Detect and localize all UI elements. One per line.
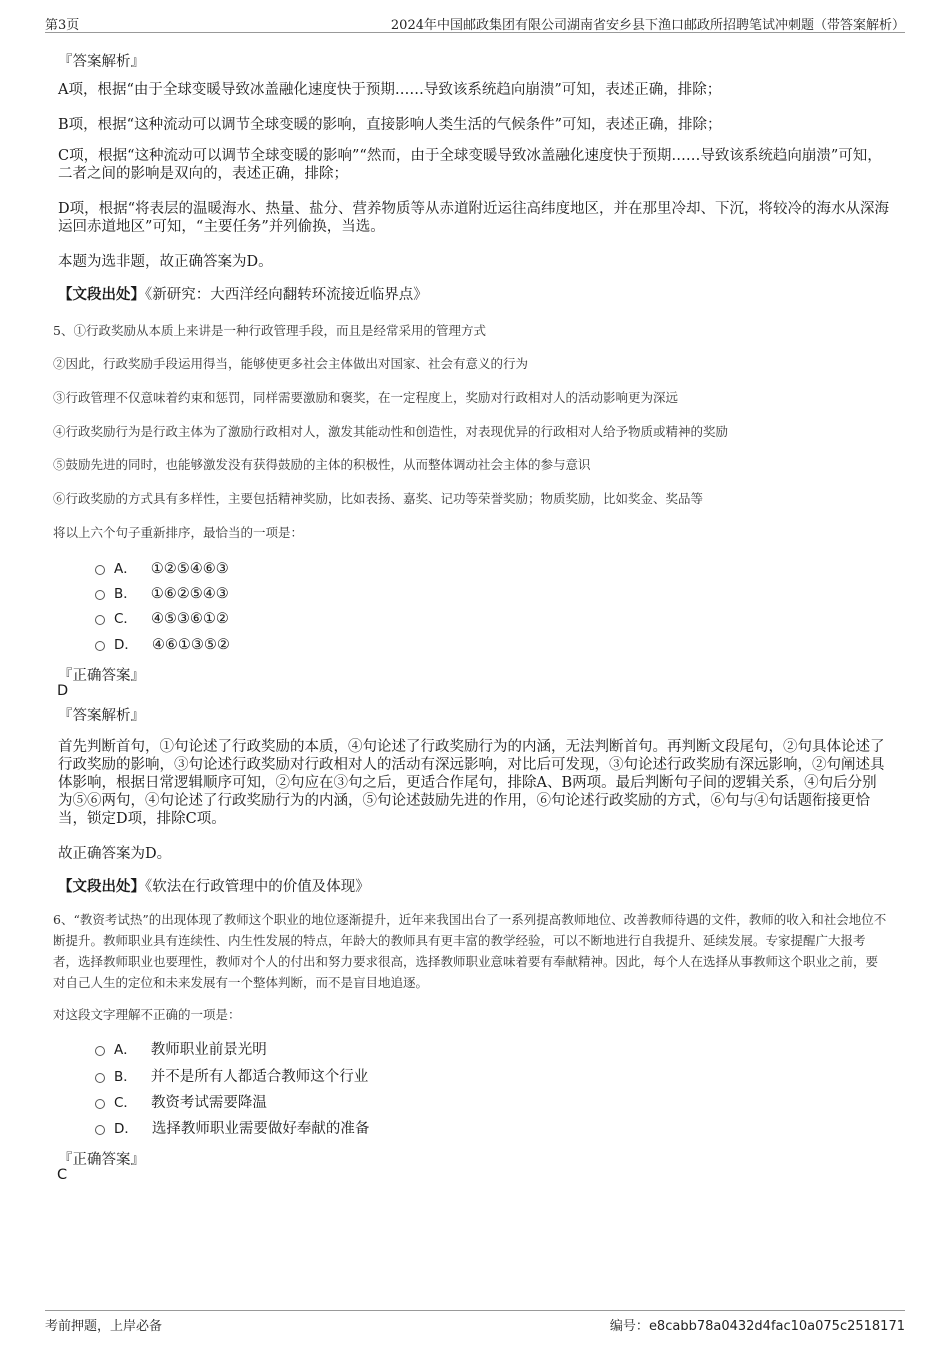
document-title: 2024年中国邮政集团有限公司湖南省安乡县下渔口邮政所招聘笔试冲刺题（带答案解析） <box>390 18 905 33</box>
page-footer <box>45 1310 905 1334</box>
radio-icon[interactable] <box>95 565 105 575</box>
q6-correct-tag: 『正确答案』 <box>58 1152 145 1168</box>
radio-icon[interactable] <box>95 590 105 600</box>
q6-option-b[interactable]: B． 并不是所有人都适合教师这个行业 <box>95 1068 368 1086</box>
q5-conclusion: 故正确答案为D。 <box>58 846 172 862</box>
q6-option-d[interactable]: D． 选择教师职业需要做好奉献的准备 <box>95 1120 369 1138</box>
document-code: e8cabb78a0432d4fac10a075c2518171 <box>648 1319 905 1334</box>
q5-option-c[interactable]: C． ④⑤③⑥①② <box>95 610 229 628</box>
radio-icon[interactable] <box>95 641 105 651</box>
q4-source <box>58 286 890 304</box>
page-header <box>45 12 905 33</box>
q4-source-label: 【文段出处】 <box>58 286 145 303</box>
page-number: 第3页 <box>45 18 80 33</box>
q4-conclusion: 本题为选非题，故正确答案为D。 <box>58 254 273 270</box>
q5-source-text: 《软法在行政管理中的价值及体现》 <box>145 879 370 895</box>
q5-correct-answer: D <box>57 683 69 699</box>
radio-icon[interactable] <box>95 615 105 625</box>
q5-sentence-2: ②因此，行政奖励手段运用得当，能够使更多社会主体做出对国家、社会有意义的行为 <box>53 356 529 371</box>
q5-analysis-tag: 『答案解析』 <box>58 708 145 724</box>
q5-source-label: 【文段出处】 <box>58 878 145 895</box>
q5-sentence-4: ④行政奖励行为是行政主体为了激励行政相对人，激发其能动性和创造性，对表现优异的行政相对人给予物质或精神的奖励 <box>53 424 729 439</box>
q5-option-d[interactable]: D． ④⑥①③⑤② <box>95 636 230 654</box>
q6-correct-answer: C <box>57 1167 68 1183</box>
q4-analysis-b: B项，根据“这种流动可以调节全球变暖的影响，直接影响人类生活的气候条件”可知，表述正确，排除； <box>58 117 722 133</box>
q5-sentence-5: ⑤鼓励先进的同时，也能够激发没有获得鼓励的主体的积极性，从而整体调动社会主体的参与意识 <box>53 457 591 472</box>
radio-icon[interactable] <box>95 1125 105 1135</box>
q5-sentence-1: 5、①行政奖励从本质上来讲是一种行政管理手段，而且是经常采用的管理方式 <box>53 323 486 338</box>
q6-option-c[interactable]: C． 教资考试需要降温 <box>95 1094 267 1112</box>
q5-correct-tag: 『正确答案』 <box>58 668 145 684</box>
q6-option-a[interactable]: A． 教师职业前景光明 <box>95 1041 267 1059</box>
footer-code: 编号：e8cabb78a0432d4fac10a075c2518171 <box>609 1319 905 1334</box>
q4-analysis-a: A项，根据“由于全球变暖导致冰盖融化速度快于预期……导致该系统趋向崩溃”可知，表述正确，排除； <box>58 82 722 98</box>
footer-slogan: 考前押题，上岸必备 <box>45 1319 163 1334</box>
q5-sentence-6: ⑥行政奖励的方式具有多样性，主要包括精神奖励，比如表扬、嘉奖、记功等荣誉奖励；物质奖励，比如奖金、奖品等 <box>53 491 704 506</box>
q5-source <box>58 878 890 896</box>
q5-option-b[interactable]: B． ①⑥②⑤④③ <box>95 585 229 603</box>
q6-prompt: 对这段文字理解不正确的一项是： <box>53 1007 241 1022</box>
q4-analysis-c: C项，根据“这种流动可以调节全球变暖的影响”“然而，由于全球变暖导致冰盖融化速度快于预期……导致该系统趋向崩溃”可知，二者之间的影响是双向的，表述正确，排除； <box>58 148 882 182</box>
q4-analysis-d: D项，根据“将表层的温暖海水、热量、盐分、营养物质等从赤道附近运往高纬度地区，并在那里冷却、下沉，将较冷的海水从深海运回赤道地区”可知，“主要任务”并列偷换，当选。 <box>58 201 890 235</box>
q6-passage: 6、“教资考试热”的出现体现了教师这个职业的地位逐渐提升，近年来我国出台了一系列提高教师地位、改善教师待遇的文件，教师的收入和社会地位不断提升。教师职业具有连续性、内生性发展的特点，年龄大的教师具有更丰富的教学经验，可以不断地进行自我提升、延续发展。专家提醒广大报考者，选择教师职业也要理性，教师对个人的付出和努力要求很高，选择教师职业意味着要有奉献精神。因此，每个人在选择从事教师这个职业之前，要对自己人生的定位和未来发展有一个整体判断，而不是盲目地追逐。 <box>53 912 887 990</box>
q5-sentence-3: ③行政管理不仅意味着约束和惩罚，同样需要激励和褒奖，在一定程度上，奖励对行政相对人的活动影响更为深远 <box>53 390 679 405</box>
radio-icon[interactable] <box>95 1046 105 1056</box>
radio-icon[interactable] <box>95 1099 105 1109</box>
q5-option-a[interactable]: A． ①②⑤④⑥③ <box>95 560 229 578</box>
q4-analysis-tag: 『答案解析』 <box>58 54 145 70</box>
q4-source-text: 《新研究：大西洋经向翻转环流接近临界点》 <box>145 287 428 303</box>
q5-analysis: 首先判断首句，①句论述了行政奖励的本质，④句论述了行政奖励行为的内涵，无法判断首句。再判断文段尾句，②句具体论述了行政奖励的影响，③句论述行政奖励对行政相对人的活动有深远影响，对比后可发现，③句论述行政奖励有深远影响，②句阐述具体影响，根据日常逻辑顺序可知，②句应在③句之后，更适合作尾句，排除A、B两项。最后判断句子间的逻辑关系，④句后分别为⑤⑥两句，④句论述了行政奖励行为的内涵，⑤句论述鼓励先进的作用，⑥句论述行政奖励的方式，⑥句与④句话题衔接更恰当，锁定D项，排除C项。 <box>58 739 885 827</box>
radio-icon[interactable] <box>95 1073 105 1083</box>
q5-prompt: 将以上六个句子重新排序，最恰当的一项是： <box>53 525 304 540</box>
